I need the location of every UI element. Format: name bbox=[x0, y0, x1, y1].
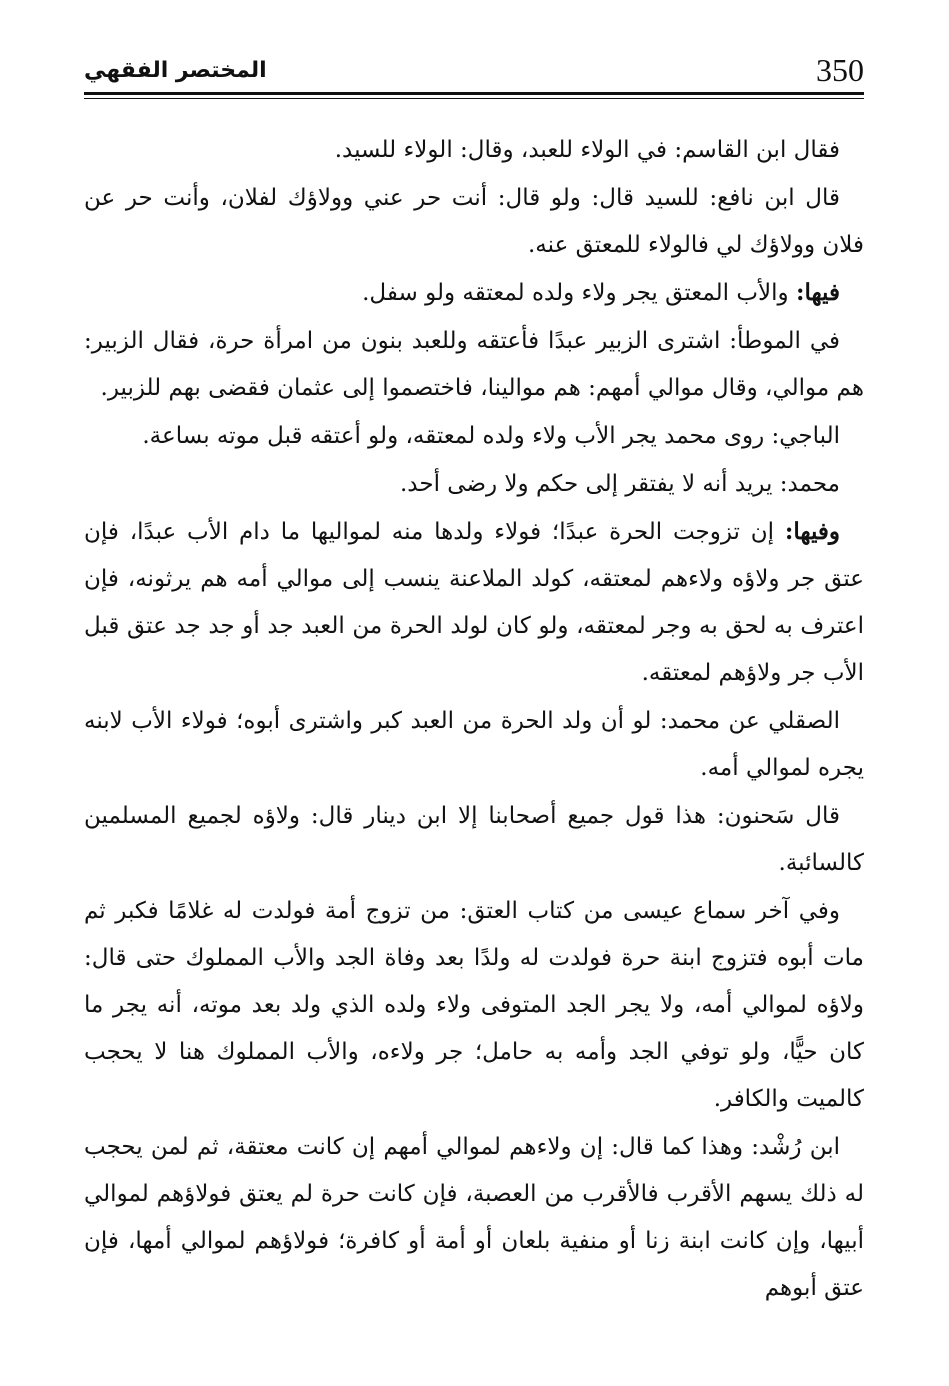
body-text bbox=[84, 126, 864, 1312]
paragraph-text: فقال ابن القاسم: في الولاء للعبد، وقال: الولاء للسيد. bbox=[334, 137, 840, 163]
paragraph bbox=[84, 269, 864, 317]
page-header bbox=[84, 48, 864, 94]
paragraph bbox=[84, 412, 864, 460]
paragraph-text: والأب المعتق يجر ولاء ولده لمعتقه ولو سفل. bbox=[362, 280, 796, 306]
paragraph bbox=[84, 697, 864, 792]
paragraph-lead: وفيها: bbox=[784, 518, 840, 545]
paragraph-text: في الموطأ: اشترى الزبير عبدًا فأعتقه وللعبد بنون من امرأة حرة، فقال الزبير: هم موالي، وقال موالي أمهم: هم موالينا، فاختصموا إلى عثمان فقضى بهم للزبير. bbox=[84, 328, 864, 401]
paragraph-lead: فيها: bbox=[795, 279, 840, 306]
paragraph-text: قال ابن نافع: للسيد قال: ولو قال: أنت حر عني وولاؤك لفلان، وأنت حر عن فلان وولاؤك لي فالولاء للمعتق عنه. bbox=[84, 185, 864, 258]
paragraph bbox=[84, 317, 864, 412]
paragraph-text: وفي آخر سماع عيسى من كتاب العتق: من تزوج أمة فولدت له غلامًا فكبر ثم مات أبوه فتزوج ابنة حرة فولدت له ولدًا بعد وفاة الجد والأب المملوك حتى قال: ولاؤه لموالي أمه، ولا يجر الجد المتوفى ولاء ولده الذي ولد بعد موته، أنه يجر ما كان حيًّا، ولو توفي الجد وأمه به حامل؛ جر ولاءه، والأب المملوك هنا لا يحجب كالميت والكافر. bbox=[84, 898, 864, 1112]
paragraph bbox=[84, 792, 864, 887]
header-rule-thin bbox=[84, 98, 864, 99]
paragraph bbox=[84, 126, 864, 174]
paragraph-text: قال سَحنون: هذا قول جميع أصحابنا إلا ابن دينار قال: ولاؤه لجميع المسلمين كالسائبة. bbox=[84, 803, 864, 876]
paragraph-text: محمد: يريد أنه لا يفتقر إلى حكم ولا رضى أحد. bbox=[399, 471, 840, 497]
paragraph bbox=[84, 887, 864, 1123]
paragraph bbox=[84, 174, 864, 269]
paragraph bbox=[84, 460, 864, 508]
running-title: المختصر الفقهي bbox=[84, 58, 267, 83]
paragraph-text: ابن رُشْد: وهذا كما قال: إن ولاءهم لموالي أمهم إن كانت معتقة، ثم لمن يحجب له ذلك يسهم الأقرب فالأقرب من العصبة، فإن كانت حرة لم يعتق فولاؤهم لموالي أبيها، وإن كانت ابنة زنا أو منفية بلعان أو أمة أو كافرة؛ فولاؤهم لموالي أمها، فإن عتق أبوهم bbox=[84, 1134, 864, 1301]
paragraph-text: الصقلي عن محمد: لو أن ولد الحرة من العبد كبر واشترى أبوه؛ فولاء الأب لابنه يجره لموالي أمه. bbox=[84, 708, 864, 781]
page-number: 350 bbox=[816, 52, 864, 88]
paragraph bbox=[84, 1123, 864, 1312]
paragraph bbox=[84, 508, 864, 697]
paragraph-text: إن تزوجت الحرة عبدًا؛ فولاء ولدها منه لمواليها ما دام الأب عبدًا، فإن عتق جر ولاؤه ولاءهم لمعتقه، كولد الملاعنة ينسب إلى موالي أمه هم يرثونه، فإن اعترف به لحق به وجر لمعتقه، ولو كان لولد الحرة من العبد جد أو جد جد عتق قبل الأب جر ولاؤهم لمعتقه. bbox=[84, 519, 864, 686]
header-rule bbox=[84, 92, 864, 95]
paragraph-text: الباجي: روى محمد يجر الأب ولاء ولده لمعتقه، ولو أعتقه قبل موته بساعة. bbox=[142, 423, 840, 449]
